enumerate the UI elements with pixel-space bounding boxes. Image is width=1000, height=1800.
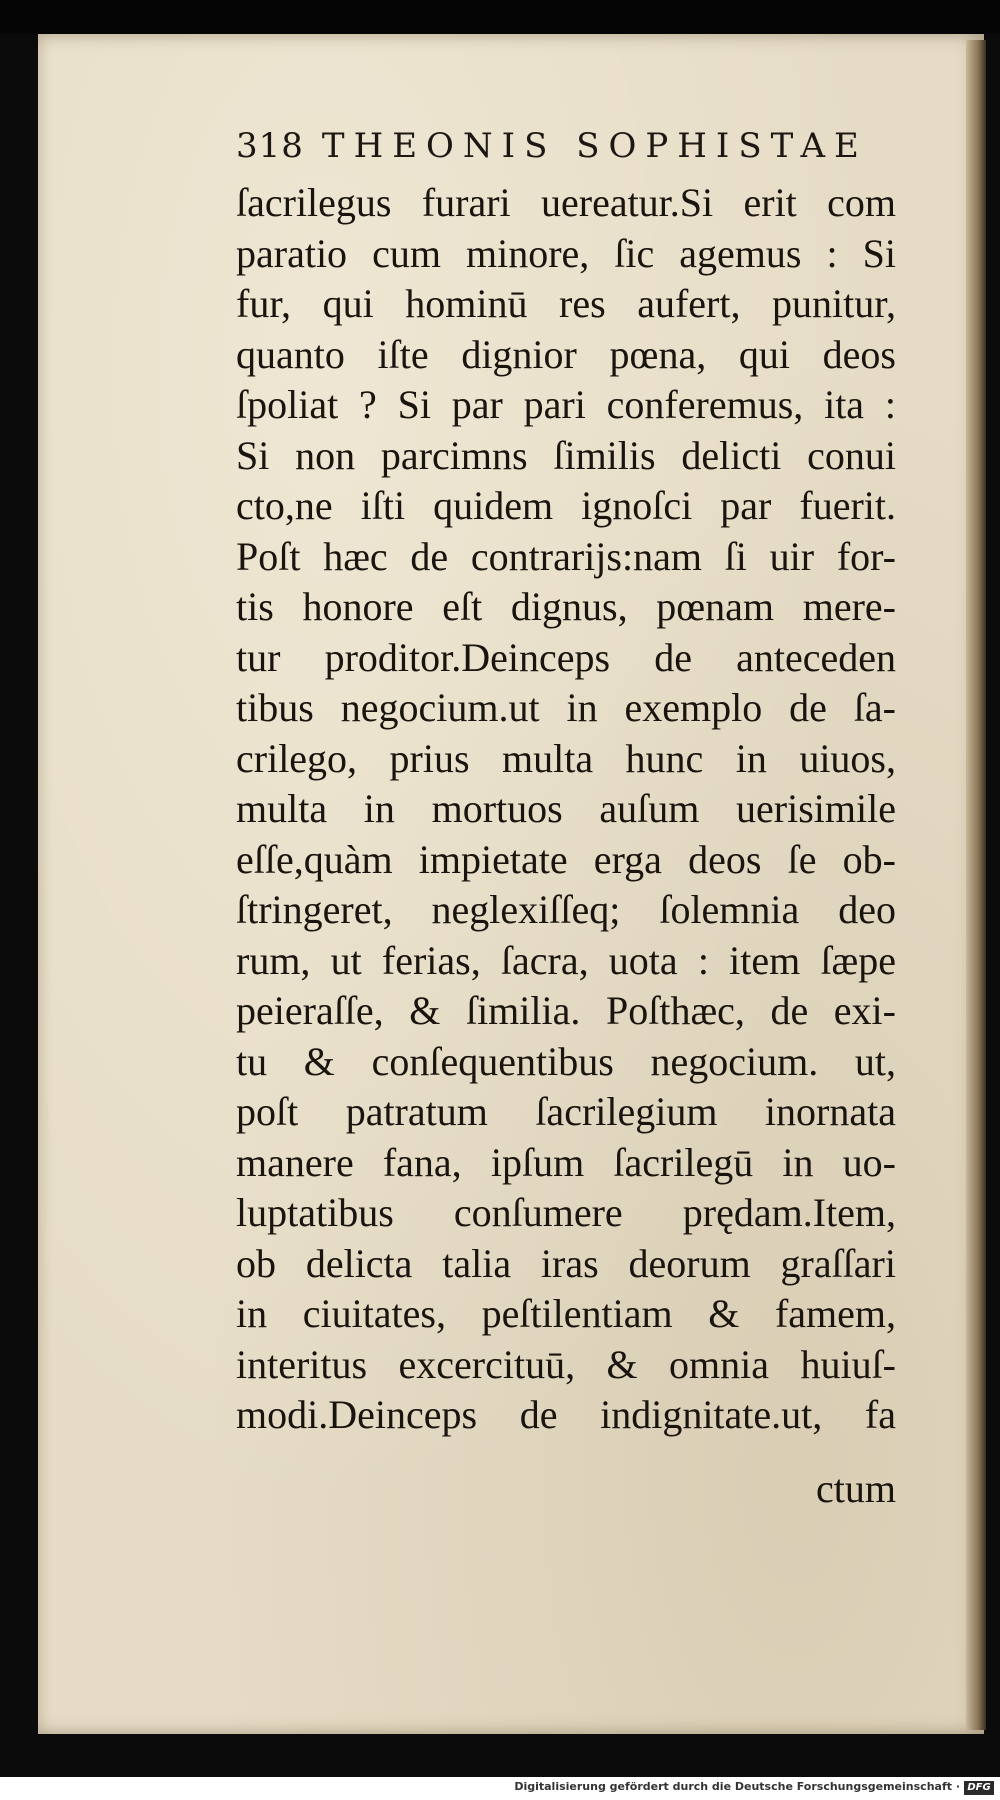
text-line: paratio cum minore, ſic agemus : Si <box>236 230 896 276</box>
text-line: luptatibus conſumere prędam.Item, <box>236 1190 896 1235</box>
text-line: ob delicta talia iras deorum graſſari <box>236 1240 896 1286</box>
text-line: peieraſſe, & ſimilia. Poſthæc, de exi- <box>236 988 896 1033</box>
text-line: fur, qui hominū res aufert, punitur, <box>236 281 896 326</box>
text-line: in ciuitates, peſtilentiam & famem, <box>236 1291 896 1336</box>
text-line: quanto iſte dignior pœna, qui deos <box>236 331 896 377</box>
text-line: poſt patratum ſacrilegium inornata <box>236 1089 896 1134</box>
text-line: interitus excercituū, & omnia huiuſ- <box>236 1341 896 1387</box>
digitization-footer <box>0 1777 1000 1800</box>
text-line: Si non parcimns ſimilis delicti conui <box>236 432 896 478</box>
body-text <box>236 178 896 1441</box>
text-line: ſpoliat ? Si par pari conferemus, ita : <box>236 382 896 427</box>
text-line: crilego, prius multa hunc in uiuos, <box>236 735 896 781</box>
text-line: eſſe,quàm impietate erga deos ſe ob- <box>236 836 896 882</box>
running-header <box>236 126 896 172</box>
text-line: rum, ut ferias, ſacra, uota : item ſæpe <box>236 937 896 983</box>
text-line: ſtringeret, neglexiſſeq; ſolemnia deo <box>236 887 896 932</box>
text-line: tibus negocium.ut in exemplo de ſa- <box>236 685 896 730</box>
text-line: ſacrilegus furari uereatur.Si erit com <box>236 180 896 225</box>
page-number: 318 <box>236 126 304 166</box>
page-fore-edge <box>966 40 986 1730</box>
catchword: ctum <box>816 1466 896 1511</box>
scan-top-border <box>0 0 1000 34</box>
funding-credit: Digitalisierung gefördert durch die Deutsche Forschungsgemeinschaft · <box>514 1780 960 1793</box>
text-line: modi.Deinceps de indignitate.ut, fa <box>236 1392 896 1437</box>
text-line: manere fana, ipſum ſacrilegū in uo- <box>236 1139 896 1185</box>
text-line: Poſt hæc de contrarijs:nam ſi uir for- <box>236 533 896 579</box>
text-line: tu & conſequentibus negocium. ut, <box>236 1038 896 1084</box>
text-line: multa in mortuos auſum uerisimile <box>236 786 896 831</box>
text-line: tur proditor.Deinceps de anteceden <box>236 634 896 680</box>
text-line: cto,ne iſti quidem ignoſci par fuerit. <box>236 483 896 528</box>
dfg-logo: DFG <box>964 1781 994 1795</box>
running-title: THEONIS SOPHISTAE <box>321 126 868 166</box>
text-line: tis honore eſt dignus, pœnam mere- <box>236 584 896 629</box>
